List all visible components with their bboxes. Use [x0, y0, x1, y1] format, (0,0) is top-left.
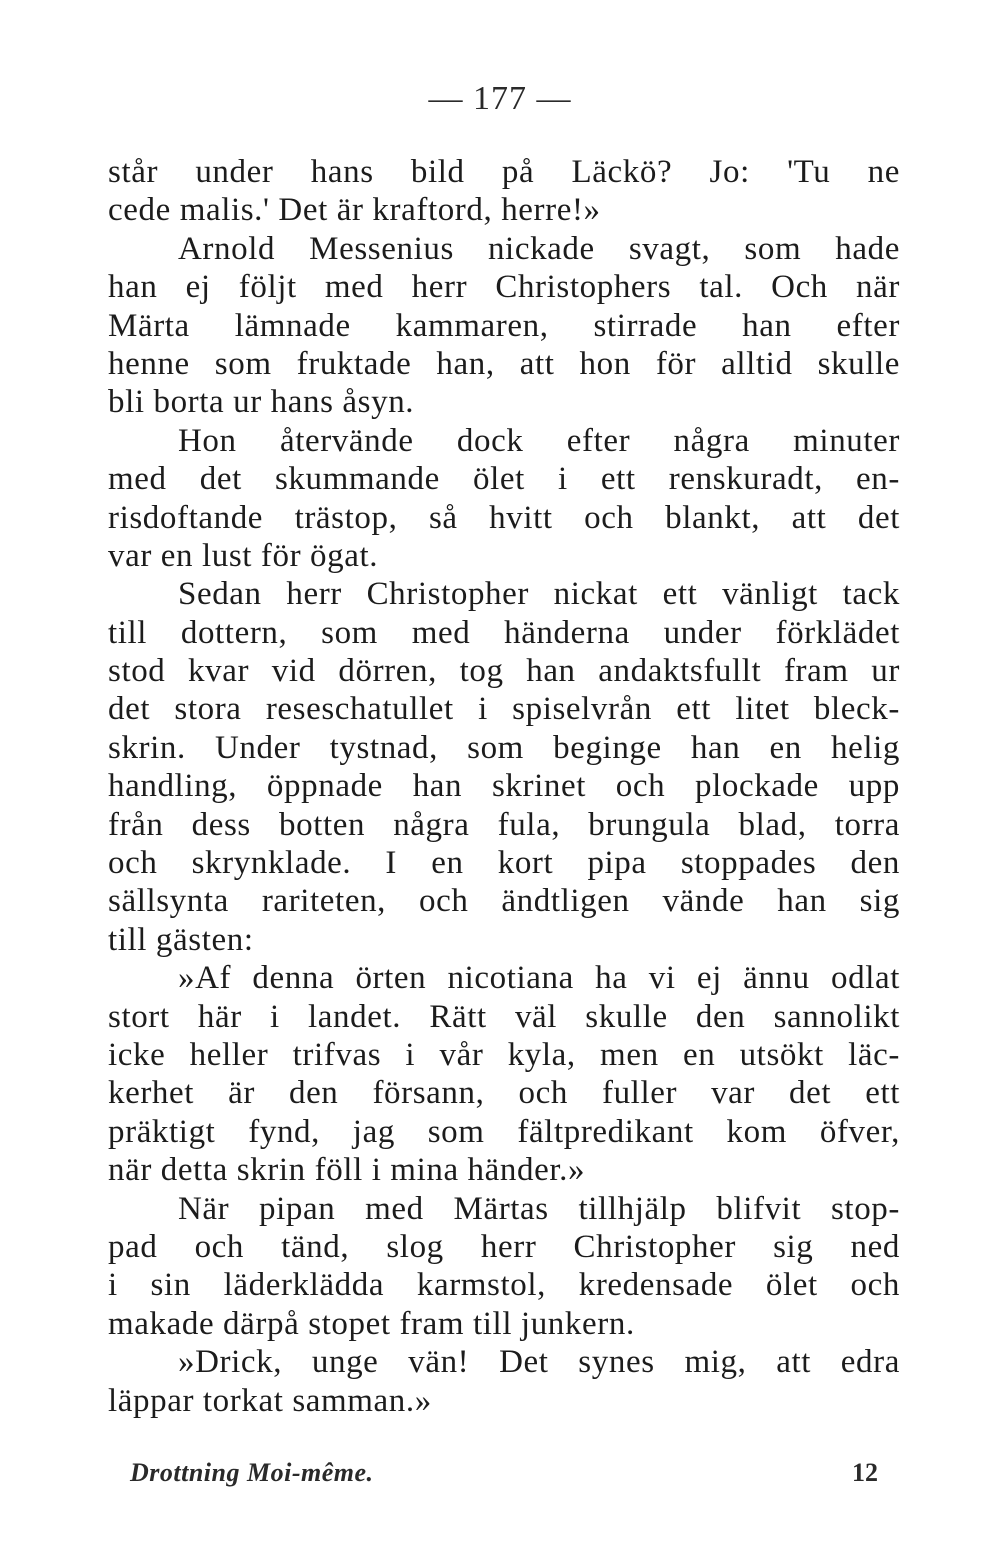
- text-line: var en lust för ögat.: [108, 537, 379, 574]
- text-line: läppar torkat samman.»: [108, 1382, 432, 1419]
- text-line: Märta lämnade kammaren, stirrade han efter: [108, 307, 900, 344]
- text-line: Hon återvände dock efter några minuter: [178, 422, 900, 459]
- page-footer: [130, 1458, 878, 1488]
- text-line: präktigt fynd, jag som fältpredikant kom öfver,: [108, 1113, 900, 1150]
- text-line: bli borta ur hans åsyn.: [108, 384, 415, 421]
- body-text: [108, 153, 900, 1420]
- text-line: När pipan med Märtas tillhjälp blifvit stop-: [178, 1190, 900, 1227]
- text-line: kerhet är den försann, och fuller var det ett: [108, 1075, 900, 1112]
- text-line: sällsynta rariteten, och ändtligen vände han sig: [108, 883, 900, 920]
- text-line: står under hans bild på Läckö? Jo: 'Tu ne: [108, 154, 900, 190]
- text-line: och skrynklade. I en kort pipa stoppades den: [108, 845, 900, 882]
- text-line: cede malis.' Det är kraftord, herre!»: [108, 192, 601, 229]
- text-line: det stora reseschatullet i spiselvrån ett litet bleck-: [108, 691, 900, 728]
- text-line: »Drick, unge vän! Det synes mig, att edra: [178, 1344, 900, 1381]
- text-line: stort här i landet. Rätt väl skulle den sannolikt: [108, 998, 900, 1035]
- text-line: makade därpå stopet fram till junkern.: [108, 1305, 635, 1342]
- page-number: — 177 —: [428, 80, 572, 117]
- text-line: med det skummande ölet i ett renskuradt, en-: [108, 461, 900, 498]
- text-line: »Af denna örten nicotiana ha vi ej ännu odlat: [178, 960, 900, 997]
- text-line: stod kvar vid dörren, tog han andaktsfullt fram ur: [108, 653, 900, 690]
- text-line: när detta skrin föll i mina händer.»: [108, 1152, 586, 1189]
- text-line: henne som fruktade han, att hon för alltid skulle: [108, 345, 900, 382]
- text-line: icke heller trifvas i vår kyla, men en utsökt läc-: [108, 1036, 900, 1073]
- text-line: skrin. Under tystnad, som beginge han en helig: [108, 729, 900, 766]
- text-line: från dess botten några fula, brungula blad, torra: [108, 806, 900, 843]
- text-line: till dottern, som med händerna under förklädet: [108, 614, 900, 651]
- text-line: handling, öppnade han skrinet och plockade upp: [108, 768, 900, 805]
- text-line: till gästen:: [108, 921, 254, 958]
- text-line: pad och tänd, slog herr Christopher sig ned: [108, 1228, 900, 1265]
- text-line: han ej följt med herr Christophers tal. Och när: [108, 269, 900, 306]
- text-line: i sin läderklädda karmstol, kredensade ölet och: [108, 1267, 900, 1304]
- text-line: Sedan herr Christopher nickat ett vänligt tack: [178, 576, 900, 613]
- book-title: Drottning Moi-même.: [130, 1458, 374, 1487]
- text-line: risdoftande trästop, så hvitt och blankt, att det: [108, 499, 900, 536]
- text-line: Arnold Messenius nickade svagt, som hade: [178, 230, 900, 267]
- signature-mark: 12: [852, 1458, 878, 1487]
